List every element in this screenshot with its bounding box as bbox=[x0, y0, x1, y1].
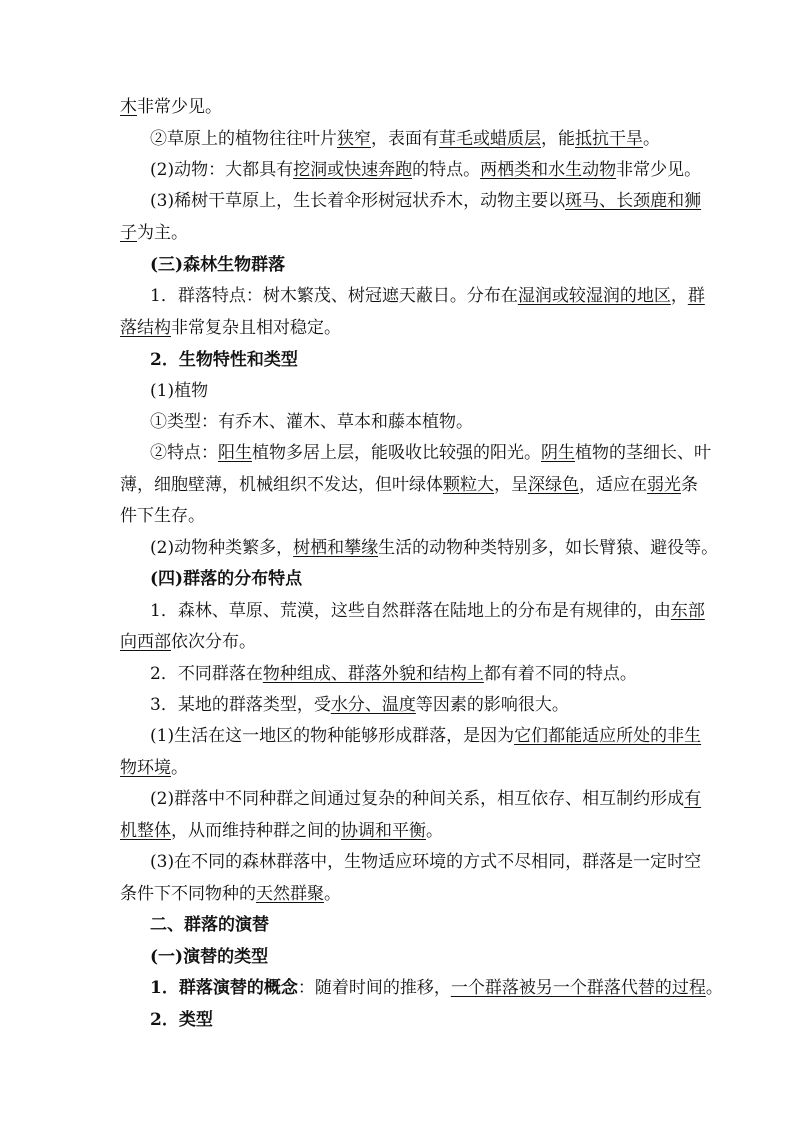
text-run: 2．不同群落在 bbox=[150, 664, 263, 684]
text-run: (1)生活在这一地区的物种能够形成群落，是因为 bbox=[150, 726, 515, 746]
underlined-answer: 水分、温度 bbox=[330, 695, 416, 715]
text-run: 1．森林、草原、荒漠，这些自然群落在陆地上的分布是有规律的，由 bbox=[150, 601, 671, 621]
text-run: 非常复杂且相对稳定。 bbox=[171, 318, 341, 338]
underlined-answer: 落结构 bbox=[120, 318, 171, 338]
text-run: 。 bbox=[643, 129, 660, 149]
text-run: 非常少见。 bbox=[616, 160, 702, 180]
text-run: 件下生存。 bbox=[120, 506, 205, 526]
underlined-answer: 阴生 bbox=[541, 443, 575, 463]
text-line bbox=[150, 973, 723, 1003]
underlined-answer: 机整体 bbox=[120, 821, 171, 841]
text-line bbox=[150, 847, 702, 877]
text-run: ②特点： bbox=[150, 443, 218, 463]
text-run: (2)动物：大都具有 bbox=[150, 160, 294, 180]
underlined-answer: 物环境 bbox=[120, 758, 171, 778]
section-heading bbox=[150, 910, 680, 940]
underlined-answer: 有 bbox=[684, 789, 702, 809]
text-run: 群落演替的概念 bbox=[178, 978, 298, 998]
text-run: (三)森林生物群落 bbox=[150, 255, 286, 275]
underlined-answer: 协调和平衡 bbox=[341, 821, 426, 841]
text-run: 非常少见。 bbox=[137, 97, 222, 117]
text-run: (2)群落中不同种群之间通过复杂的种间关系，相互依存、相互制约形成 bbox=[150, 789, 685, 809]
text-run: 。 bbox=[426, 821, 443, 841]
text-run: 3．某地的群落类型，受 bbox=[150, 695, 331, 715]
underlined-answer: 弱光 bbox=[647, 475, 681, 495]
text-run: 2．生物特性和类型 bbox=[150, 350, 298, 370]
text-line bbox=[150, 407, 680, 437]
text-run: (3)在不同的森林群落中，生物适应环境的方式不尽相同，群落是一定时空 bbox=[150, 852, 702, 872]
underlined-answer: 东部 bbox=[670, 601, 705, 621]
text-run: 1． bbox=[150, 978, 179, 998]
text-line bbox=[120, 753, 680, 783]
text-line bbox=[150, 784, 702, 814]
text-run: 。 bbox=[705, 978, 723, 998]
text-run: (四)群落的分布特点 bbox=[150, 569, 303, 589]
text-line bbox=[150, 533, 719, 563]
text-line bbox=[120, 879, 680, 909]
underlined-answer: 一个群落被另一个群落代替的过程 bbox=[450, 978, 706, 998]
underlined-answer: 它们都能适应所处的非生 bbox=[514, 726, 702, 746]
text-run: 依次分布。 bbox=[171, 632, 256, 652]
text-line bbox=[120, 92, 680, 122]
text-line bbox=[120, 816, 680, 846]
underlined-answer: 物种组成、群落外貌和结构上 bbox=[262, 664, 484, 684]
text-line bbox=[120, 501, 680, 531]
text-run: (1)植物 bbox=[150, 381, 209, 401]
text-run: 二、群落的演替 bbox=[150, 915, 269, 935]
text-run: ②草原上的植物往往叶片 bbox=[150, 129, 337, 149]
underlined-answer: 天然群聚 bbox=[256, 884, 324, 904]
underlined-answer: 斑马、长颈鹿和狮 bbox=[565, 191, 702, 211]
underlined-answer: 湿润或较湿润的地区 bbox=[517, 286, 671, 306]
text-run: ， bbox=[670, 286, 688, 306]
text-line bbox=[120, 470, 698, 500]
text-line bbox=[150, 438, 711, 468]
text-run: 等因素的影响很大。 bbox=[415, 695, 569, 715]
section-heading bbox=[150, 1005, 680, 1035]
text-run: 。 bbox=[324, 884, 341, 904]
underlined-answer: 树栖和攀缘 bbox=[293, 538, 379, 558]
text-line bbox=[120, 313, 680, 343]
underlined-answer: 狭窄 bbox=[337, 129, 371, 149]
text-line bbox=[150, 690, 680, 720]
text-run: 生活的动物种类特别多，如长臂猿、避役等。 bbox=[378, 538, 719, 558]
text-run: 植物的茎细长、叶 bbox=[575, 443, 711, 463]
text-run: ，从而维持种群之间的 bbox=[171, 821, 341, 841]
text-line bbox=[120, 627, 680, 657]
text-run: ：随着时间的推移， bbox=[297, 978, 451, 998]
section-heading bbox=[150, 564, 680, 594]
text-line bbox=[150, 596, 705, 626]
underlined-answer: 木 bbox=[120, 97, 137, 117]
text-run: 。 bbox=[171, 758, 188, 778]
underlined-answer: 子 bbox=[120, 223, 137, 243]
text-run: 的特点。 bbox=[412, 160, 481, 180]
text-line bbox=[150, 155, 702, 185]
text-line bbox=[150, 186, 702, 216]
text-run: (3)稀树干草原上，生长着伞形树冠状乔木，动物主要以 bbox=[150, 191, 566, 211]
text-run: ①类型：有乔木、灌木、草本和藤本植物。 bbox=[150, 412, 473, 432]
text-run: (2)动物种类繁多， bbox=[150, 538, 294, 558]
text-run: 植物多居上层，能吸收比较强的阳光。 bbox=[252, 443, 541, 463]
underlined-answer: 群 bbox=[687, 286, 705, 306]
text-run: (一)演替的类型 bbox=[150, 947, 269, 967]
text-line bbox=[150, 281, 705, 311]
text-run: ，适应在 bbox=[579, 475, 647, 495]
text-line bbox=[120, 218, 680, 248]
underlined-answer: 颗粒大 bbox=[443, 475, 494, 495]
text-run: 条件下不同物种的 bbox=[120, 884, 256, 904]
underlined-answer: 抵抗干旱 bbox=[575, 129, 643, 149]
text-run: ，表面有 bbox=[371, 129, 439, 149]
text-run: 1．群落特点：树木繁茂、树冠遮天蔽日。分布在 bbox=[150, 286, 518, 306]
section-heading bbox=[150, 942, 680, 972]
text-line bbox=[150, 659, 680, 689]
underlined-answer: 茸毛或蜡质层 bbox=[439, 129, 541, 149]
text-run: 薄，细胞壁薄，机械组织不发达，但叶绿体 bbox=[120, 475, 443, 495]
text-line bbox=[150, 721, 702, 751]
underlined-answer: 向西部 bbox=[120, 632, 171, 652]
underlined-answer: 挖洞或快速奔跑 bbox=[293, 160, 413, 180]
text-run: 条 bbox=[681, 475, 698, 495]
text-run: 都有着不同的特点。 bbox=[483, 664, 637, 684]
text-run: 为主。 bbox=[137, 223, 188, 243]
underlined-answer: 阳生 bbox=[218, 443, 252, 463]
underlined-answer: 两栖类和水生动物 bbox=[480, 160, 617, 180]
section-heading bbox=[150, 250, 680, 280]
underlined-answer: 深绿色 bbox=[528, 475, 579, 495]
text-line bbox=[150, 124, 680, 154]
text-run: 2．类型 bbox=[150, 1010, 213, 1030]
text-run: ，能 bbox=[541, 129, 575, 149]
text-run: ，呈 bbox=[494, 475, 528, 495]
text-line bbox=[150, 376, 680, 406]
section-heading bbox=[150, 345, 680, 375]
